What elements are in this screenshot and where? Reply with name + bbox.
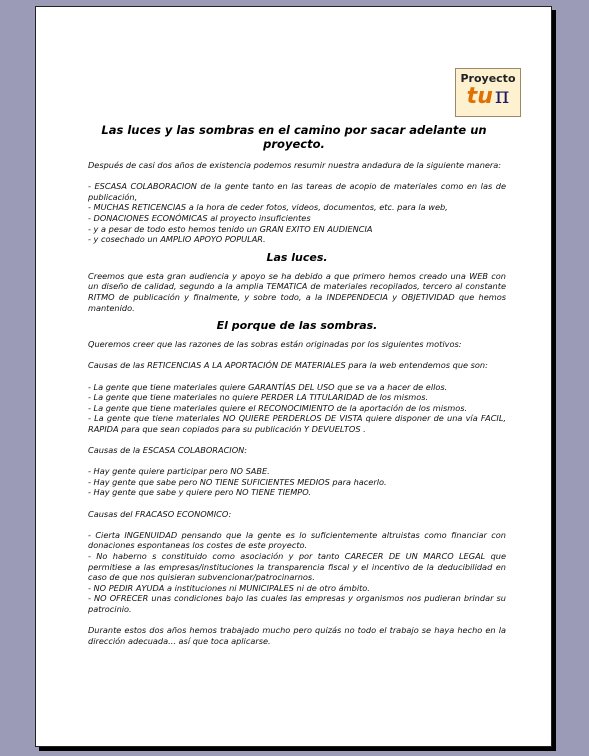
colaboracion-item: - Hay gente quiere participar pero NO SABE. xyxy=(88,466,270,477)
proyecto-tu-pi-logo xyxy=(455,68,521,117)
logo-mark xyxy=(456,85,520,109)
economico-item: - No haberno s constituido como asociación y por tanto CARECER DE UN MARCO LEGAL que permitiese a las empresas/instituciones la transparencia fiscal y el incentivo de la deducibilidad en caso de que nos quisieran subvencionar/patrocinarnos. xyxy=(88,551,506,583)
summary-item: - DONACIONES ECONÓMICAS al proyecto insuficientes xyxy=(88,212,311,223)
closing-paragraph: Durante estos dos años hemos trabajado mucho pero quizás no todo el trabajo se haya hecho en la dirección adecuada... así que toca aplicarse. xyxy=(88,625,506,646)
logo-tu-text: tu xyxy=(466,84,493,109)
lights-paragraph: Creemos que esta gran audiencia y apoyo se ha debido a que primero hemos creado una WEB con un diseño de calidad, segundo a la amplia TEMATICA de materiales recopilados, tercero al constante RITMO de publicación y finalmente, y sobre todo, a la INDEPENDECIA y OBJETIVIDAD que hemos mantenido. xyxy=(88,270,506,313)
logo-pi-symbol: π xyxy=(494,84,510,109)
colaboracion-item: - Hay gente que sabe y quiere pero NO TIENE TIEMPO. xyxy=(88,487,311,498)
economico-item: - NO PEDIR AYUDA a instituciones ni MUNICIPALES ni de otro ámbito. xyxy=(88,582,370,593)
economico-item: - Cierta INGENUIDAD pensando que la gente es lo suficientemente altruistas como financiar con donaciones espontaneas los costes de este proyecto. xyxy=(88,529,506,551)
summary-item: - y cosechado un AMPLIO APOYO POPULAR. xyxy=(88,234,266,245)
shadows-intro: Queremos creer que las razones de las sobras están originadas por los siguientes motivos: xyxy=(88,339,462,350)
colaboracion-intro: Causas de la ESCASA COLABORACION: xyxy=(88,445,248,456)
lights-heading: Las luces. xyxy=(266,250,328,264)
document-content xyxy=(88,123,506,646)
reticencias-item: - La gente que tiene materiales NO QUIERE PERDERLOS DE VISTA quiere disponer de una vía FACIL, RAPIDA para que sean copiados para su publicación Y DEVUELTOS . xyxy=(88,413,506,434)
shadows-heading: El porque de las sombras. xyxy=(216,319,378,333)
reticencias-item: - La gente que tiene materiales quiere GARANTÍAS DEL USO que se va a hacer de ellos. xyxy=(88,381,448,392)
reticencias-item: - La gente que tiene materiales no quiere PERDER LA TITULARIDAD de los mismos. xyxy=(88,392,429,403)
economico-intro: Causas del FRACASO ECONOMICO: xyxy=(88,508,232,519)
document-title: Las luces y las sombras en el camino por sacar adelante un proyecto. xyxy=(101,123,487,151)
summary-item: - ESCASA COLABORACION de la gente tanto en las tareas de acopio de materiales como en las de publicación, xyxy=(88,181,506,202)
intro-paragraph: Después de casi dos años de existencia podemos resumir nuestra andadura de la siguiente manera: xyxy=(88,160,502,170)
colaboracion-item: - Hay gente que sabe pero NO TIENE SUFICIENTES MEDIOS para hacerlo. xyxy=(88,476,387,487)
summary-item: - y a pesar de todo esto hemos tenido un GRAN EXITO EN AUDIENCIA xyxy=(88,223,373,234)
reticencias-intro: Causas de las RETICENCIAS A LA APORTACIÓN DE MATERIALES para la web entendemos que son: xyxy=(88,360,488,371)
economico-item: - NO OFRECER unas condiciones bajo las cuales las empresas y organismos nos pudieran brindar su patrocinio. xyxy=(88,593,506,614)
reticencias-item: - La gente que tiene materiales quiere el RECONOCIMIENTO de la aportación de los mismos. xyxy=(88,402,468,413)
logo-brand-text: Proyecto xyxy=(460,72,516,85)
summary-item: - MUCHAS RETICENCIAS a la hora de ceder fotos, videos, documentos, etc. para la web, xyxy=(88,202,448,213)
